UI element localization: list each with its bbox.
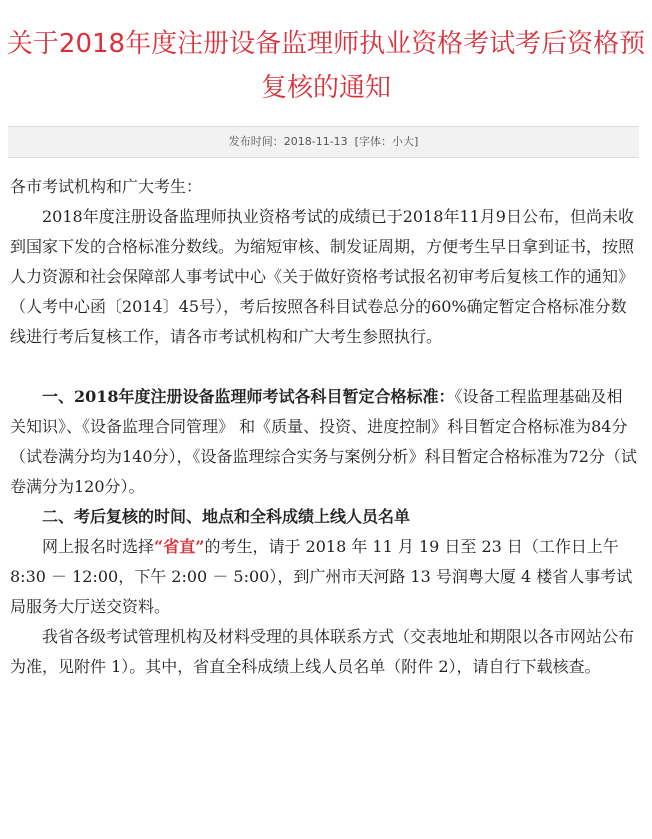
section2-paragraph-2: 我省各级考试管理机构及材料受理的具体联系方式（交表地址和期限以各市网站公布为准，见附件 1）。其中，省直全科成绩上线人员名单（附件 2），请自行下载核查。 xyxy=(10,627,635,676)
publish-label: 发布时间： xyxy=(228,135,284,148)
article-meta-bar xyxy=(8,126,639,158)
salutation: 各市考试机构和广大考生： xyxy=(10,177,203,196)
publish-date: 2018-11-13 xyxy=(283,135,348,148)
page-title: 关于2018年度注册设备监理师执业资格考试考后资格预复核的通知 xyxy=(6,29,646,103)
highlight-text: “省直” xyxy=(154,537,205,556)
section1-heading: 一、2018年度注册设备监理师考试各科目暂定合格标准： xyxy=(42,387,455,406)
section2-p1-after: 的考生，请于 2018 年 11 月 19 日至 23 日（工作日上午 8:30 － 12:00，下午 2:00 － 5:00），到广州市天河路 13 号润粤大厦 4 楼省人事考试局服务大厅送交资料。 xyxy=(10,537,633,616)
section2-paragraph-1 xyxy=(10,532,638,622)
section1-body: 《设备工程监理基础及相关知识》、《设备监理合同管理》 和《质量、投资、进度控制》科目暂定合格标准为84分（试卷满分均为140分），《设备监理综合实务与案例分析》科目暂定合格标准为72分（试卷满分为120分）。 xyxy=(10,387,637,496)
section2-p1-before: 网上报名时选择 xyxy=(42,537,155,556)
font-size-toggle[interactable]: [字体：小大] xyxy=(354,135,419,148)
intro-paragraph: 2018年度注册设备监理师执业资格考试的成绩已于2018年11月9日公布，但尚未收到国家下发的合格标准分数线。为缩短审核、制发证周期，方便考生早日拿到证书，按照人力资源和社会保障部人事考试中心《关于做好资格考试报名初审考后复核工作的通知》（人考中心函〔2014〕45号），考后按照各科目试卷总分的60%确定暂定合格标准分数线进行考后复核工作，请各市考试机构和广大考生参照执行。 xyxy=(10,207,635,346)
article-body xyxy=(10,172,638,682)
section2-heading: 二、考后复核的时间、地点和全科成绩上线人员名单 xyxy=(42,507,411,526)
paragraph-gap xyxy=(10,352,638,382)
section1-paragraph xyxy=(10,382,638,502)
